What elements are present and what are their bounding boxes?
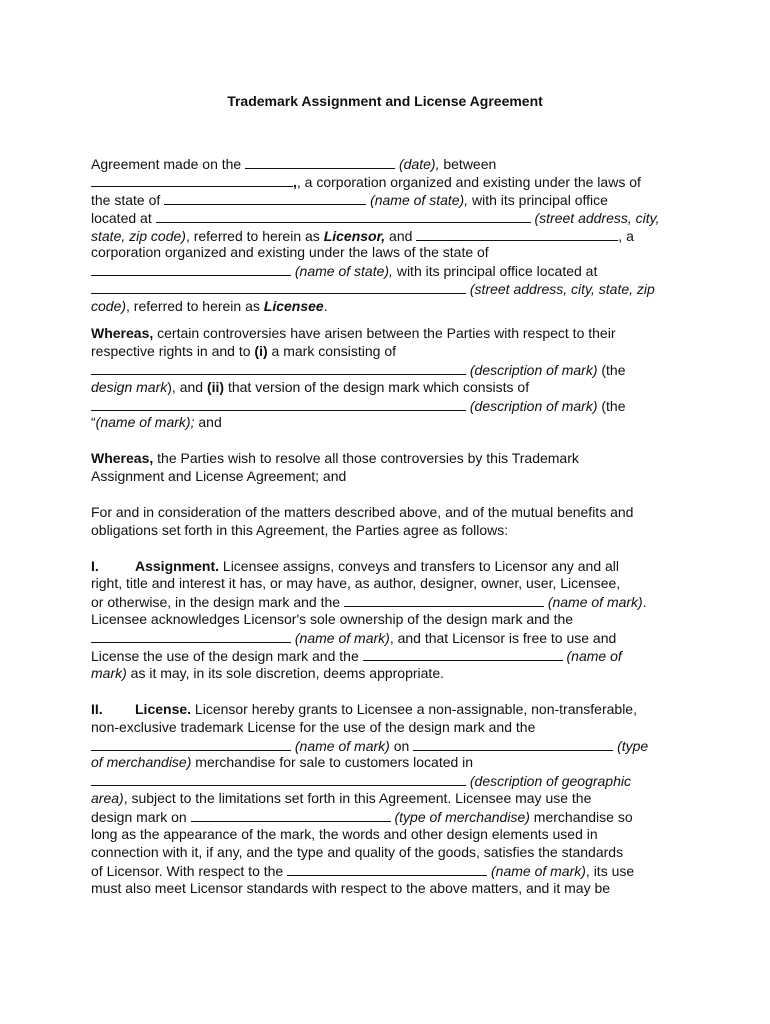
mark-name-blank[interactable] — [91, 629, 291, 643]
mark-name-blank[interactable] — [287, 862, 487, 876]
intro-text: , referred to herein as — [185, 227, 320, 244]
mark-description-blank[interactable] — [91, 397, 466, 411]
section-text: or otherwise, in the design mark and the — [91, 594, 341, 611]
intro-text: with its principal office located at — [396, 263, 598, 280]
intro-text: the state of — [91, 191, 161, 208]
address-blank[interactable] — [91, 280, 466, 294]
section-text: , subject to the limitations set forth in this Agreement. Licensee may use the — [123, 790, 592, 807]
geographic-area-blank[interactable] — [91, 772, 466, 786]
section-text: must also meet Licensor standards with respect to the above matters, and it may be — [91, 879, 611, 896]
whereas-text: (the — [601, 361, 626, 378]
merchandise-hint: of merchandise) — [91, 754, 192, 771]
section-text: , and that Licensor is free to use and — [389, 630, 617, 647]
section-text: long as the appearance of the mark, the words and other design elements used in — [91, 825, 598, 842]
merchandise-type-blank[interactable] — [413, 737, 613, 751]
intro-paragraph: Agreement made on the (date), between ,, a corporation organized and existing under the laws of the state of (name of state), with its principal office located at (street address, city, state, zip code), referred to herein as Licensor, and , a corporation organized and existing under the laws of the state of (name of state), with its principal office located at (street address, city, state, zip code), referred to herein as Licensee. — [91, 156, 660, 315]
name-of-mark-hint: (name of mark) — [547, 594, 643, 611]
section-text: Licensor hereby grants to Licensee a non-assignable, non-transferable, — [194, 700, 637, 717]
whereas-text: the Parties wish to resolve all those controversies by this Trademark — [157, 450, 579, 467]
consideration-text: For and in consideration of the matters described above, and of the mutual benefits and — [91, 503, 634, 520]
description-hint: (description of mark) — [469, 361, 598, 378]
section-text: right, title and interest it has, or may have, as author, designer, owner, user, Licensee, — [91, 575, 621, 592]
state-blank[interactable] — [91, 262, 291, 276]
section-text: Licensee acknowledges Licensor's sole ownership of the design mark and the — [91, 611, 574, 628]
name-of-mark-hint: (name of mark) — [294, 630, 390, 647]
section-text: non-exclusive trademark License for the use of the design mark and the — [91, 718, 536, 735]
intro-text: , referred to herein as — [126, 298, 260, 315]
intro-text: , a — [618, 227, 634, 244]
design-mark-hint: design mark — [91, 378, 168, 395]
state-blank[interactable] — [164, 191, 366, 205]
intro-text: and — [389, 227, 413, 244]
consideration-paragraph — [91, 504, 687, 540]
intro-text: , a corporation organized and existing under the laws of — [296, 173, 641, 190]
intro-text: located at — [91, 209, 152, 226]
section-text: connection with it, if any, and the type and quality of the goods, satisfies the standards — [91, 843, 624, 860]
date-hint: (date), — [399, 156, 440, 172]
date-blank[interactable] — [245, 155, 395, 169]
section-text: Licensee assigns, conveys and transfers to Licensor any and all — [222, 557, 620, 574]
section-text: on — [393, 737, 410, 754]
name-of-mark-hint: (name of — [566, 648, 622, 665]
geographic-hint: area) — [91, 790, 124, 807]
whereas-paragraph-2 — [91, 450, 687, 486]
enum-i: (i) — [254, 342, 268, 359]
section-number: II. — [91, 700, 103, 717]
name-of-mark-hint: mark) — [91, 664, 127, 681]
document-body — [91, 155, 687, 898]
merchandise-hint: (type — [617, 737, 649, 754]
section-text: as it may, in its sole discretion, deems appropriate. — [130, 664, 444, 681]
state-hint: (name of state), — [370, 191, 469, 208]
address-hint: state, zip code) — [91, 227, 186, 244]
section-number: I. — [91, 557, 99, 574]
mark-name-blank[interactable] — [363, 647, 563, 661]
licensee-term: Licensee — [263, 298, 324, 315]
enum-ii: (ii) — [206, 378, 225, 395]
geographic-hint: (description of geographic — [469, 773, 631, 790]
address-hint: (street address, city, — [534, 209, 660, 226]
section-heading: License. — [135, 700, 192, 717]
whereas-label: Whereas, — [91, 450, 154, 467]
merchandise-hint: (type of merchandise) — [394, 809, 530, 826]
section-text: . — [642, 594, 647, 611]
section-text: , its use — [585, 862, 635, 879]
party-blank[interactable] — [416, 227, 618, 241]
whereas-text: ), and — [167, 378, 204, 395]
mark-description-blank[interactable] — [91, 361, 466, 375]
address-hint: (street address, city, state, zip — [469, 281, 655, 298]
intro-text: corporation organized and existing under the laws of the state of — [91, 244, 489, 261]
mark-name-blank[interactable] — [91, 737, 291, 751]
section-assignment — [91, 558, 687, 683]
whereas-text: (the — [601, 397, 626, 414]
consideration-text: obligations set forth in this Agreement, the Parties agree as follows: — [91, 521, 509, 538]
quote-mark: “ — [91, 414, 96, 431]
whereas-text: certain controversies have arisen between the Parties with respect to their — [157, 325, 616, 342]
name-of-mark-hint: (name of mark) — [491, 862, 586, 879]
intro-text: . — [323, 298, 328, 315]
state-hint: (name of state), — [294, 263, 393, 280]
section-text: merchandise so — [533, 809, 633, 826]
name-of-mark-hint: (name of mark); — [95, 414, 195, 431]
description-hint: (description of mark) — [469, 397, 598, 414]
whereas-label: Whereas, — [91, 325, 154, 342]
address-blank[interactable] — [156, 209, 531, 223]
address-hint: code) — [91, 298, 127, 315]
whereas-text: that version of the design mark which consists of — [227, 378, 530, 395]
intro-text: between — [443, 156, 497, 172]
whereas-paragraph-1 — [91, 325, 687, 432]
section-text: design mark on — [91, 809, 187, 826]
intro-text: Agreement made on the — [91, 156, 242, 172]
whereas-text: Assignment and License Agreement; and — [91, 468, 347, 485]
licensor-term: Licensor, — [323, 227, 386, 244]
intro-text: with its principal office — [472, 191, 608, 208]
mark-name-blank[interactable] — [344, 593, 544, 607]
name-of-mark-hint: (name of mark) — [294, 737, 390, 754]
document-title: Trademark Assignment and License Agreement — [227, 93, 543, 109]
section-text: License the use of the design mark and the — [91, 648, 359, 665]
section-heading: Assignment. — [135, 557, 220, 574]
whereas-text: respective rights in and to — [91, 342, 251, 359]
party-blank[interactable] — [91, 173, 293, 187]
whereas-text: a mark consisting of — [271, 342, 397, 359]
section-license — [91, 701, 687, 898]
merchandise-type-blank[interactable] — [191, 808, 391, 822]
whereas-text: and — [198, 414, 222, 431]
section-text: of Licensor. With respect to the — [91, 862, 284, 879]
section-text: merchandise for sale to customers located in — [195, 754, 474, 771]
